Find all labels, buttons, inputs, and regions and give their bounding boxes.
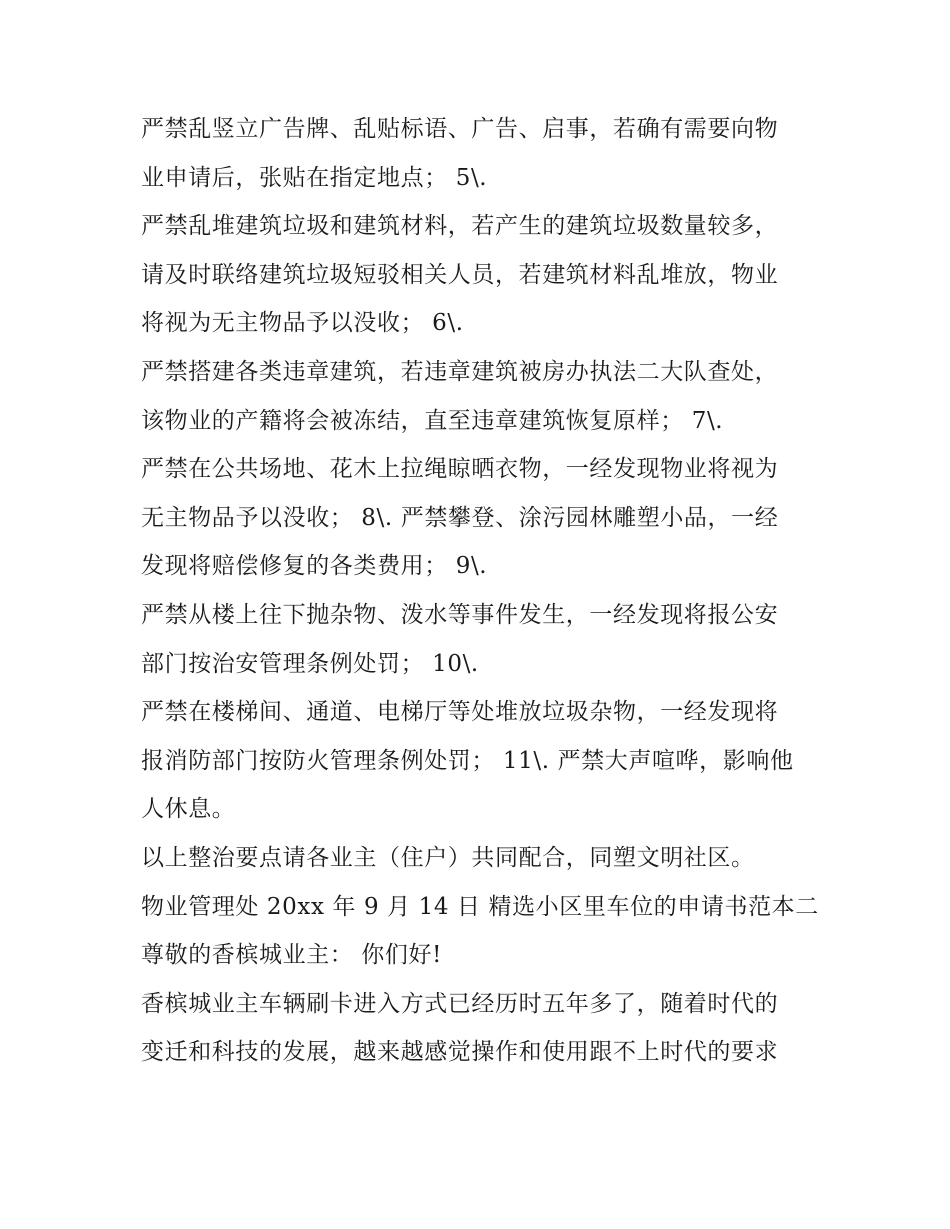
text-line: 严禁乱竖立广告牌、乱贴标语、广告、启事，若确有需要向物 <box>141 116 779 142</box>
document-body <box>141 105 821 1077</box>
text-line: 部门按治安管理条例处罚； 10\. <box>141 650 479 677</box>
text-line: 变迁和科技的发展，越来越感觉操作和使用跟不上时代的要求 <box>141 1039 779 1066</box>
text-line: 严禁在楼梯间、通道、电梯厅等处堆放垃圾杂物，一经发现将 <box>141 699 779 726</box>
text-line: 人休息。 <box>141 796 236 823</box>
text-line: 无主物品予以没收； 8\. 严禁攀登、涂污园林雕塑小品，一经 <box>141 504 779 531</box>
text-line: 该物业的产籍将会被冻结，直至违章建筑恢复原样； 7\. <box>141 407 724 434</box>
text-line: 严禁乱堆建筑垃圾和建筑材料，若产生的建筑垃圾数量较多， <box>141 213 779 240</box>
text-line: 香槟城业主车辆刷卡进入方式已经历时五年多了，随着时代的 <box>141 990 779 1017</box>
text-line: 尊敬的香槟城业主： 你们好! <box>141 942 442 969</box>
text-line: 请及时联络建筑垃圾短驳相关人员，若建筑材料乱堆放，物业 <box>141 261 779 288</box>
text-line: 严禁从楼上往下抛杂物、泼水等事件发生，一经发现将报公安 <box>141 601 779 628</box>
text-line: 物业管理处 20xx 年 9 月 14 日 精选小区里车位的申请书范本二 <box>141 893 819 920</box>
text-line: 以上整治要点请各业主（住户）共同配合，同塑文明社区。 <box>141 844 755 871</box>
text-line: 业申请后，张贴在指定地点； 5\. <box>141 164 488 191</box>
text-line: 发现将赔偿修复的各类费用； 9\. <box>141 553 488 580</box>
text-line: 将视为无主物品予以没收； 6\. <box>141 310 464 337</box>
text-line: 报消防部门按防火管理条例处罚； 11\. 严禁大声喧哗，影响他 <box>141 747 794 774</box>
text-line: 严禁在公共场地、花木上拉绳晾晒衣物，一经发现物业将视为 <box>141 456 779 483</box>
text-line: 严禁搭建各类违章建筑，若违章建筑被房办执法二大队查处， <box>141 358 779 385</box>
